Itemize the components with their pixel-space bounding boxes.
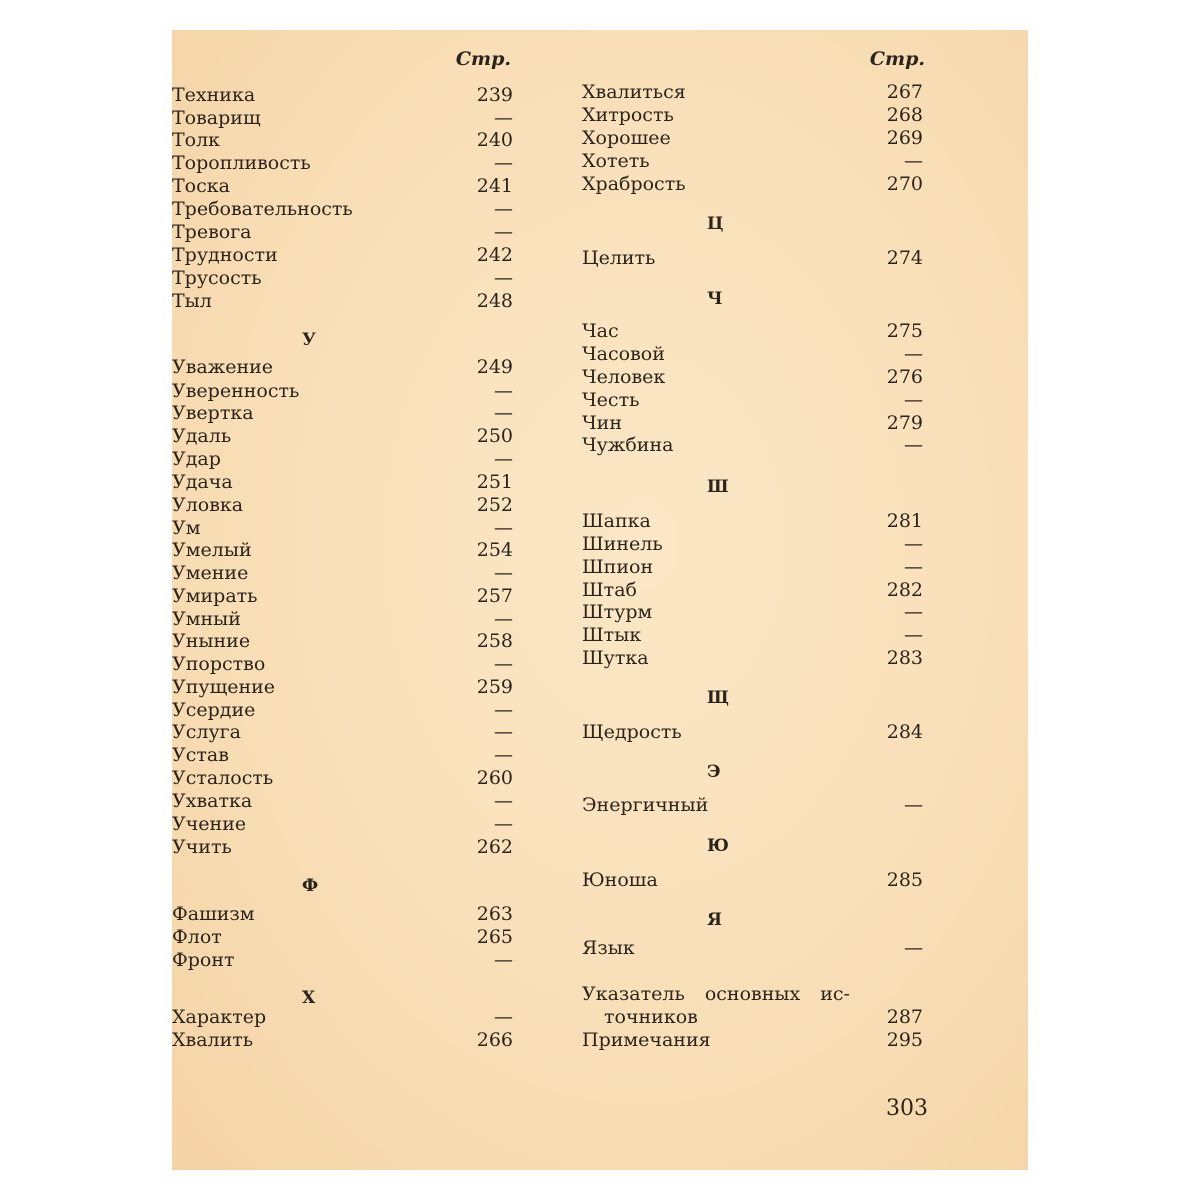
index-page-ref: 267 [886, 81, 923, 103]
section-letter: Ц [707, 214, 724, 234]
page-column-header: Стр. [869, 48, 925, 70]
index-page-ref: — [904, 794, 923, 816]
index-term: Уважение [172, 356, 274, 378]
index-entry [582, 721, 927, 744]
index-entry [172, 244, 517, 267]
page-column-header: Стр. [455, 48, 511, 70]
index-term: Хотеть [582, 150, 650, 172]
index-entry [172, 471, 517, 494]
index-page-ref: 285 [886, 869, 923, 891]
index-term: Удар [172, 448, 221, 470]
index-entry [582, 556, 927, 579]
index-term: Язык [582, 937, 635, 959]
index-page-ref: 274 [886, 247, 923, 269]
index-entry [172, 676, 517, 699]
index-page-ref: 262 [476, 836, 513, 858]
index-page-ref: 242 [476, 244, 513, 266]
index-page-ref: 240 [476, 129, 513, 151]
index-entry [172, 699, 517, 722]
index-entry [582, 127, 927, 150]
index-entry [582, 320, 927, 343]
index-page-ref: — [494, 653, 513, 675]
index-page-ref: 249 [476, 356, 513, 378]
index-page-ref: 239 [476, 84, 513, 106]
index-page-ref: — [494, 744, 513, 766]
index-term: Товарищ [172, 107, 261, 129]
index-term: Тоска [172, 175, 230, 197]
index-page-ref: 270 [886, 173, 923, 195]
index-page-ref: — [904, 624, 923, 646]
index-term: Уныние [172, 630, 251, 652]
index-entry [172, 539, 517, 562]
index-page-ref: 283 [886, 647, 923, 669]
section-letter: Ш [707, 477, 729, 497]
section-letter: Э [707, 762, 721, 782]
index-page-ref: — [494, 721, 513, 743]
index-term: Храбрость [582, 173, 686, 195]
index-entry [582, 81, 927, 104]
index-entry [172, 836, 517, 859]
index-entry [172, 152, 517, 175]
index-term: Тревога [172, 221, 252, 243]
index-page-ref: — [494, 380, 513, 402]
index-page-ref: 269 [886, 127, 923, 149]
section-letter: У [302, 330, 316, 350]
index-term: Умирать [172, 585, 258, 607]
index-term: Юноша [582, 869, 658, 891]
index-page-ref: — [494, 699, 513, 721]
index-entry [172, 494, 517, 517]
index-entry [582, 794, 927, 817]
index-term: Флот [172, 926, 222, 948]
index-term: Чин [582, 412, 623, 434]
index-term: Честь [582, 389, 640, 411]
index-page-ref: — [494, 221, 513, 243]
index-entry [582, 366, 927, 389]
index-term: Удача [172, 471, 233, 493]
index-page-ref: 257 [476, 585, 513, 607]
index-term: Энергичный [582, 794, 709, 816]
index-page-ref: — [904, 389, 923, 411]
index-page-ref: 268 [886, 104, 923, 126]
index-entry [582, 937, 927, 960]
index-term: Умный [172, 608, 241, 630]
index-entry [582, 601, 927, 624]
index-page-ref: — [904, 434, 923, 456]
index-term: Удаль [172, 425, 232, 447]
index-entry [172, 129, 517, 152]
section-letter: Х [302, 988, 316, 1008]
index-term: Усталость [172, 767, 274, 789]
index-page-ref: 241 [476, 175, 513, 197]
index-term: Фашизм [172, 903, 255, 925]
index-page-ref: — [494, 813, 513, 835]
index-term: Хвалить [172, 1029, 254, 1051]
index-term: Шутка [582, 647, 649, 669]
index-term: Упущение [172, 676, 276, 698]
index-term: Услуга [172, 721, 241, 743]
index-page-ref: 252 [476, 494, 513, 516]
index-term: Часовой [582, 343, 665, 365]
section-letter: Щ [707, 688, 729, 708]
section-letter: Ч [707, 289, 723, 309]
index-page-ref: 281 [886, 510, 923, 532]
index-term: Человек [582, 366, 666, 388]
index-entry [172, 767, 517, 790]
index-page-ref: 266 [476, 1029, 513, 1051]
index-entry [172, 425, 517, 448]
index-page-ref: — [904, 601, 923, 623]
index-page-ref: — [494, 949, 513, 971]
index-page-ref: — [494, 517, 513, 539]
index-page-ref: — [904, 343, 923, 365]
index-page-ref: — [494, 267, 513, 289]
index-page-ref: — [494, 198, 513, 220]
section-letter: Ф [302, 876, 319, 896]
index-page-ref: — [494, 107, 513, 129]
index-entry [172, 107, 517, 130]
index-term: Штурм [582, 601, 653, 623]
book-page [172, 30, 1028, 1170]
index-entry [172, 790, 517, 813]
index-term: Фронт [172, 949, 235, 971]
index-entry [172, 84, 517, 107]
index-entry [172, 949, 517, 972]
index-term: Хитрость [582, 104, 674, 126]
index-term: Шапка [582, 510, 651, 532]
index-term: Примечания [582, 1029, 711, 1051]
index-term: Ум [172, 517, 201, 539]
index-term: Уловка [172, 494, 244, 516]
index-term: Умение [172, 562, 249, 584]
index-term: Штык [582, 624, 642, 646]
index-page-ref: 287 [886, 1006, 923, 1028]
index-entry [582, 1029, 927, 1052]
index-term: Торопливость [172, 152, 311, 174]
section-letter: Ю [707, 836, 729, 856]
index-entry [172, 585, 517, 608]
index-term: Характер [172, 1006, 267, 1028]
index-term: Требовательность [172, 198, 353, 220]
index-page-ref: 259 [476, 676, 513, 698]
index-page-ref: 260 [476, 767, 513, 789]
index-entry [172, 1006, 517, 1029]
index-page-ref: 254 [476, 539, 513, 561]
index-term: Усердие [172, 699, 256, 721]
index-page-ref: — [904, 556, 923, 578]
index-entry [172, 813, 517, 836]
index-term: Указатель основных ис- [582, 983, 850, 1005]
index-entry [172, 290, 517, 313]
index-term: Увертка [172, 402, 254, 424]
index-entry [582, 510, 927, 533]
index-page-ref: 276 [886, 366, 923, 388]
index-entry [582, 247, 927, 270]
index-entry [172, 175, 517, 198]
index-term: Трудности [172, 244, 278, 266]
index-term: Час [582, 320, 619, 342]
index-term: Шпион [582, 556, 654, 578]
index-term: Уверенность [172, 380, 300, 402]
index-page-ref: 282 [886, 579, 923, 601]
index-entry [582, 1006, 927, 1029]
index-entry [172, 653, 517, 676]
index-entry [172, 903, 517, 926]
index-term: Упорство [172, 653, 266, 675]
index-entry [172, 380, 517, 403]
index-page-ref: — [494, 1006, 513, 1028]
index-term: Хвалиться [582, 81, 686, 103]
index-term: Устав [172, 744, 229, 766]
index-page-ref: — [494, 608, 513, 630]
index-entry [582, 624, 927, 647]
index-entry [582, 869, 927, 892]
index-page-ref: — [904, 533, 923, 555]
index-page-ref: — [904, 937, 923, 959]
index-page-ref: 251 [476, 471, 513, 493]
index-page-ref: — [494, 402, 513, 424]
index-entry [172, 744, 517, 767]
index-term: Ухватка [172, 790, 253, 812]
index-term: Щедрость [582, 721, 682, 743]
index-page-ref: 250 [476, 425, 513, 447]
index-entry [582, 533, 927, 556]
index-term: точников [604, 1006, 698, 1028]
index-entry [582, 150, 927, 173]
index-entry [582, 412, 927, 435]
index-term: Толк [172, 129, 221, 151]
index-entry [172, 517, 517, 540]
index-term: Умелый [172, 539, 252, 561]
index-page-ref: 258 [476, 630, 513, 652]
index-page-ref: — [494, 562, 513, 584]
index-page-ref: — [494, 152, 513, 174]
index-page-ref: 275 [886, 320, 923, 342]
index-entry [582, 173, 927, 196]
index-page-ref: 265 [476, 926, 513, 948]
index-entry [172, 926, 517, 949]
index-entry [582, 434, 927, 457]
index-page-ref: 295 [886, 1029, 923, 1051]
index-term: Хорошее [582, 127, 671, 149]
index-term: Тыл [172, 290, 212, 312]
index-page-ref: — [494, 448, 513, 470]
index-entry [582, 647, 927, 670]
index-entry [172, 562, 517, 585]
index-entry [582, 104, 927, 127]
index-page-ref: — [904, 150, 923, 172]
index-term: Чужбина [582, 434, 674, 456]
index-term: Целить [582, 247, 656, 269]
index-entry [172, 1029, 517, 1052]
index-entry [172, 721, 517, 744]
index-entry [172, 402, 517, 425]
index-term: Шинель [582, 533, 663, 555]
index-entry [172, 221, 517, 244]
index-entry [172, 630, 517, 653]
page-number: 303 [886, 1096, 928, 1121]
index-entry [172, 356, 517, 379]
index-entry [172, 267, 517, 290]
index-entry [172, 608, 517, 631]
index-page-ref: 263 [476, 903, 513, 925]
index-term: Трусость [172, 267, 262, 289]
index-entry [172, 448, 517, 471]
index-term: Штаб [582, 579, 637, 601]
index-page-ref: 279 [886, 412, 923, 434]
index-term: Учение [172, 813, 247, 835]
index-entry [582, 983, 927, 1006]
index-page-ref: 248 [476, 290, 513, 312]
index-page-ref: 284 [886, 721, 923, 743]
index-entry [582, 343, 927, 366]
index-term: Техника [172, 84, 256, 106]
index-term: Учить [172, 836, 232, 858]
index-entry [582, 389, 927, 412]
index-page-ref: — [494, 790, 513, 812]
section-letter: Я [707, 910, 722, 930]
index-entry [582, 579, 927, 602]
index-entry [172, 198, 517, 221]
